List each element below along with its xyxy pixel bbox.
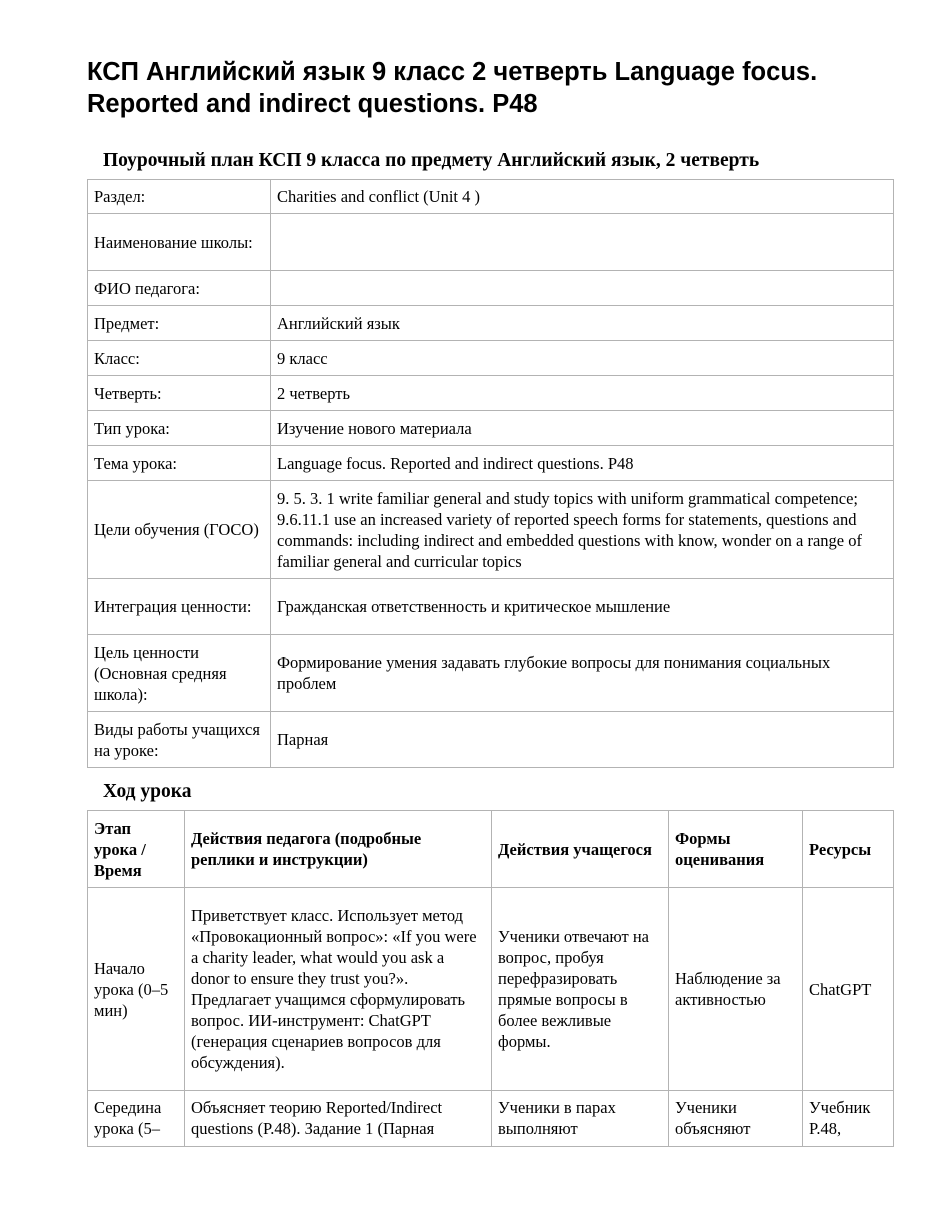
lesson-cell-assessment: Ученики объясняют (669, 1091, 803, 1147)
info-value: Charities and conflict (Unit 4 ) (271, 180, 894, 214)
lesson-cell-teacher: Объясняет теорию Reported/Indirect questions (P.48). Задание 1 (Парная (185, 1091, 492, 1147)
plan-heading: Поурочный план КСП 9 класса по предмету Английский язык, 2 четверть (103, 150, 760, 171)
lesson-cell-student: Ученики отвечают на вопрос, пробуя перефразировать прямые вопросы в более вежливые формы. (492, 888, 669, 1091)
lesson-cell-student: Ученики в парах выполняют (492, 1091, 669, 1147)
info-label: Интеграция ценности: (88, 579, 271, 635)
info-value: Парная (271, 712, 894, 768)
info-row (88, 579, 894, 635)
info-label: Раздел: (88, 180, 271, 214)
lesson-column-header: Формы оценивания (669, 811, 803, 888)
info-label: Предмет: (88, 306, 271, 341)
lesson-row (88, 888, 894, 1091)
lesson-cell-resources: Учебник P.48, (803, 1091, 894, 1147)
info-row (88, 712, 894, 768)
lesson-column-header: Ресурсы (803, 811, 894, 888)
info-label: ФИО педагога: (88, 271, 271, 306)
info-row (88, 446, 894, 481)
document-page (87, 56, 893, 1147)
info-value: Language focus. Reported and indirect questions. P48 (271, 446, 894, 481)
info-value: Изучение нового материала (271, 411, 894, 446)
info-value: 2 четверть (271, 376, 894, 411)
info-label: Тема урока: (88, 446, 271, 481)
info-label: Цели обучения (ГОСО) (88, 481, 271, 579)
info-label: Виды работы учащихся на уроке: (88, 712, 271, 768)
info-row (88, 180, 894, 214)
lesson-column-header: Действия педагога (подробные реплики и инструкции) (185, 811, 492, 888)
info-row (88, 635, 894, 712)
info-row (88, 214, 894, 271)
info-value (271, 214, 894, 271)
info-value: 9 класс (271, 341, 894, 376)
lesson-header-row (88, 811, 894, 888)
info-value: 9. 5. 3. 1 write familiar general and study topics with uniform grammatical competence; 9.6.11.1 use an increased variety of reported speech forms for statements, questions and commands: including indirect and embedded questions with know, wonder on a range of familiar general and curricular topics (271, 481, 894, 579)
lesson-cell-stage: Начало урока (0–5 мин) (88, 888, 185, 1091)
info-label: Тип урока: (88, 411, 271, 446)
lesson-column-header: Этап урока / Время (88, 811, 185, 888)
lesson-column-header: Действия учащегося (492, 811, 669, 888)
info-row (88, 411, 894, 446)
lesson-info-table (87, 179, 894, 768)
progress-heading: Ход урока (103, 781, 192, 802)
lesson-row (88, 1091, 894, 1147)
info-value: Гражданская ответственность и критическое мышление (271, 579, 894, 635)
info-label: Класс: (88, 341, 271, 376)
info-label: Наименование школы: (88, 214, 271, 271)
lesson-cell-stage: Середина урока (5– (88, 1091, 185, 1147)
info-value: Формирование умения задавать глубокие вопросы для понимания социальных проблем (271, 635, 894, 712)
info-row (88, 271, 894, 306)
info-row (88, 376, 894, 411)
info-row (88, 481, 894, 579)
info-value: Английский язык (271, 306, 894, 341)
lesson-cell-resources: ChatGPT (803, 888, 894, 1091)
lesson-progress-table (87, 810, 894, 1147)
lesson-cell-assessment: Наблюдение за активностью (669, 888, 803, 1091)
info-row (88, 306, 894, 341)
info-value (271, 271, 894, 306)
info-label: Четверть: (88, 376, 271, 411)
info-row (88, 341, 894, 376)
document-title: КСП Английский язык 9 класс 2 четверть Language focus. Reported and indirect questions. P48 (87, 58, 818, 118)
lesson-cell-teacher: Приветствует класс. Использует метод «Провокационный вопрос»: «If you were a charity leader, what would you ask a donor to ensure they trust you?». Предлагает учащимся сформулировать вопрос. ИИ-инструмент: ChatGPT (генерация сценариев вопросов для обсуждения). (185, 888, 492, 1091)
info-label: Цель ценности (Основная средняя школа): (88, 635, 271, 712)
